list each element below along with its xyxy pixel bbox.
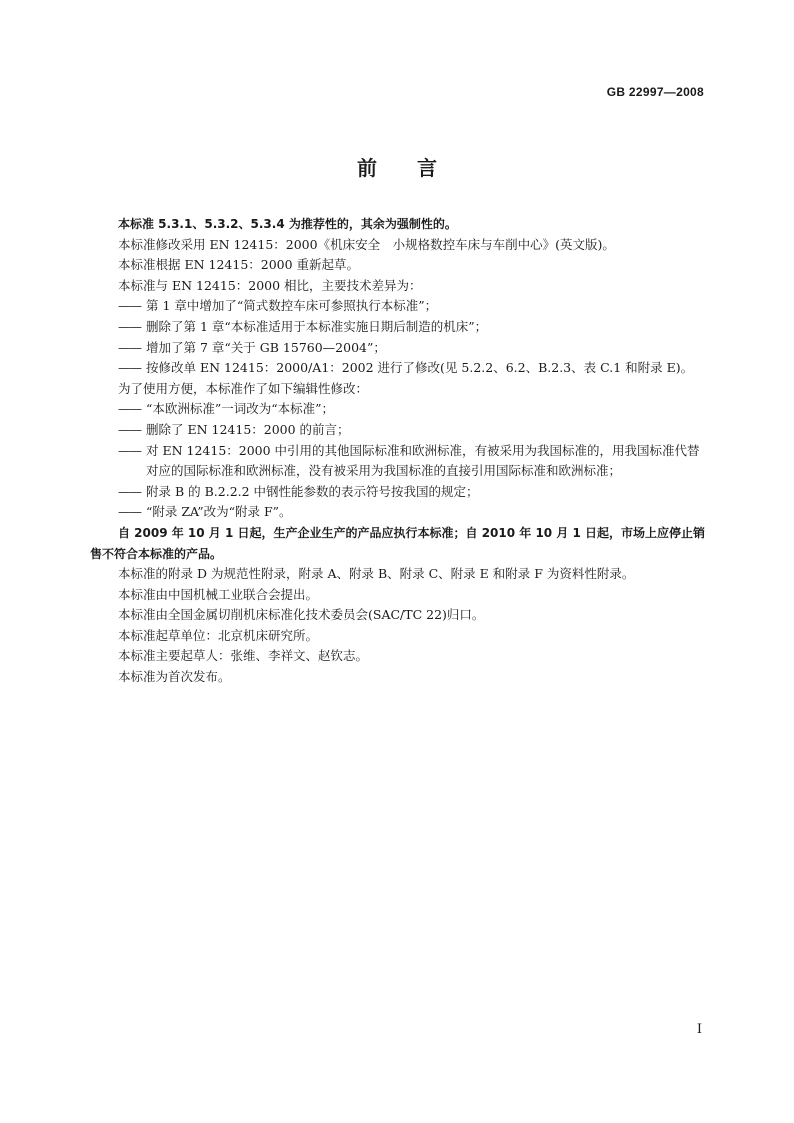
list-item — [90, 338, 706, 359]
dash-marker: —— — [118, 483, 141, 499]
standard-number: GB 22997—2008 — [606, 85, 704, 99]
dash-marker: —— — [118, 339, 141, 355]
list-item-text: 第 1 章中增加了“简式数控车床可参照执行本标准”； — [146, 298, 438, 314]
paragraph-drafters: 本标准主要起草人：张维、李祥文、赵钦志。 — [118, 648, 369, 664]
dash-marker: —— — [118, 401, 141, 417]
paragraph-adoption: 本标准修改采用 EN 12415：2000《机床安全 小规格数控车床与车削中心》(英文版)。 — [118, 236, 615, 252]
foreword-body — [90, 214, 706, 688]
paragraph-proposed-by: 本标准由中国机械工业联合会提出。 — [118, 586, 319, 602]
list-item-text: 增加了第 7 章“关于 GB 15760—2004”； — [146, 339, 386, 355]
list-item-text: 附录 B 的 B.2.2.2 中钢性能参数的表示符号按我国的规定； — [146, 483, 479, 499]
dash-marker: —— — [118, 298, 141, 314]
list-item — [90, 502, 706, 523]
list-item — [90, 441, 706, 482]
paragraph-effective-dates: 自 2009 年 10 月 1 日起，生产企业生产的产品应执行本标准；自 2010 年 10 月 1 日起，市场上应停止销售不符合本标准的产品。 — [90, 525, 706, 561]
paragraph-editorial-changes: 为了使用方便，本标准作了如下编辑性修改： — [118, 380, 369, 396]
paragraph-centralized-by: 本标准由全国金属切削机床标准化技术委员会(SAC/TC 22)归口。 — [118, 607, 485, 623]
paragraph-drafting-unit: 本标准起草单位：北京机床研究所。 — [118, 627, 319, 643]
list-item — [90, 399, 706, 420]
list-item-text: “附录 ZA”改为“附录 F”。 — [146, 504, 292, 520]
list-item — [90, 317, 706, 338]
dash-marker: —— — [118, 442, 141, 458]
paragraph-redrafted: 本标准根据 EN 12415：2000 重新起草。 — [118, 257, 360, 273]
dash-marker: —— — [118, 360, 141, 376]
list-item-text: 对 EN 12415：2000 中引用的其他国际标准和欧洲标准，有被采用为我国标准的，用我国标准代替对应的国际标准和欧洲标准，没有被采用为我国标准的直接引用国际标准和欧洲标准； — [146, 442, 700, 479]
list-item — [90, 296, 706, 317]
paragraph-technical-differences: 本标准与 EN 12415：2000 相比，主要技术差异为： — [118, 277, 422, 293]
dash-marker: —— — [118, 504, 141, 520]
paragraph-first-release: 本标准为首次发布。 — [118, 669, 231, 685]
page-title: 前言 — [357, 156, 477, 180]
paragraph-annexes: 本标准的附录 D 为规范性附录，附录 A、附录 B、附录 C、附录 E 和附录 F 为资料性附录。 — [118, 566, 635, 582]
list-item-text: “本欧洲标准”一词改为“本标准”； — [146, 401, 335, 417]
list-item — [90, 358, 706, 379]
dash-marker: —— — [118, 318, 141, 334]
dash-marker: —— — [118, 421, 141, 437]
list-item-text: 按修改单 EN 12415：2000/A1：2002 进行了修改(见 5.2.2、6.2、B.2.3、表 C.1 和附录 E)。 — [146, 360, 694, 376]
list-item — [90, 482, 706, 503]
page-number: I — [696, 1022, 702, 1037]
list-item-text: 删除了第 1 章“本标准适用于本标准实施日期后制造的机床”； — [146, 318, 488, 334]
list-item-text: 删除了 EN 12415：2000 的前言； — [146, 421, 350, 437]
paragraph-recommended-clauses: 本标准 5.3.1、5.3.2、5.3.4 为推荐性的，其余为强制性的。 — [118, 217, 457, 231]
list-item — [90, 420, 706, 441]
